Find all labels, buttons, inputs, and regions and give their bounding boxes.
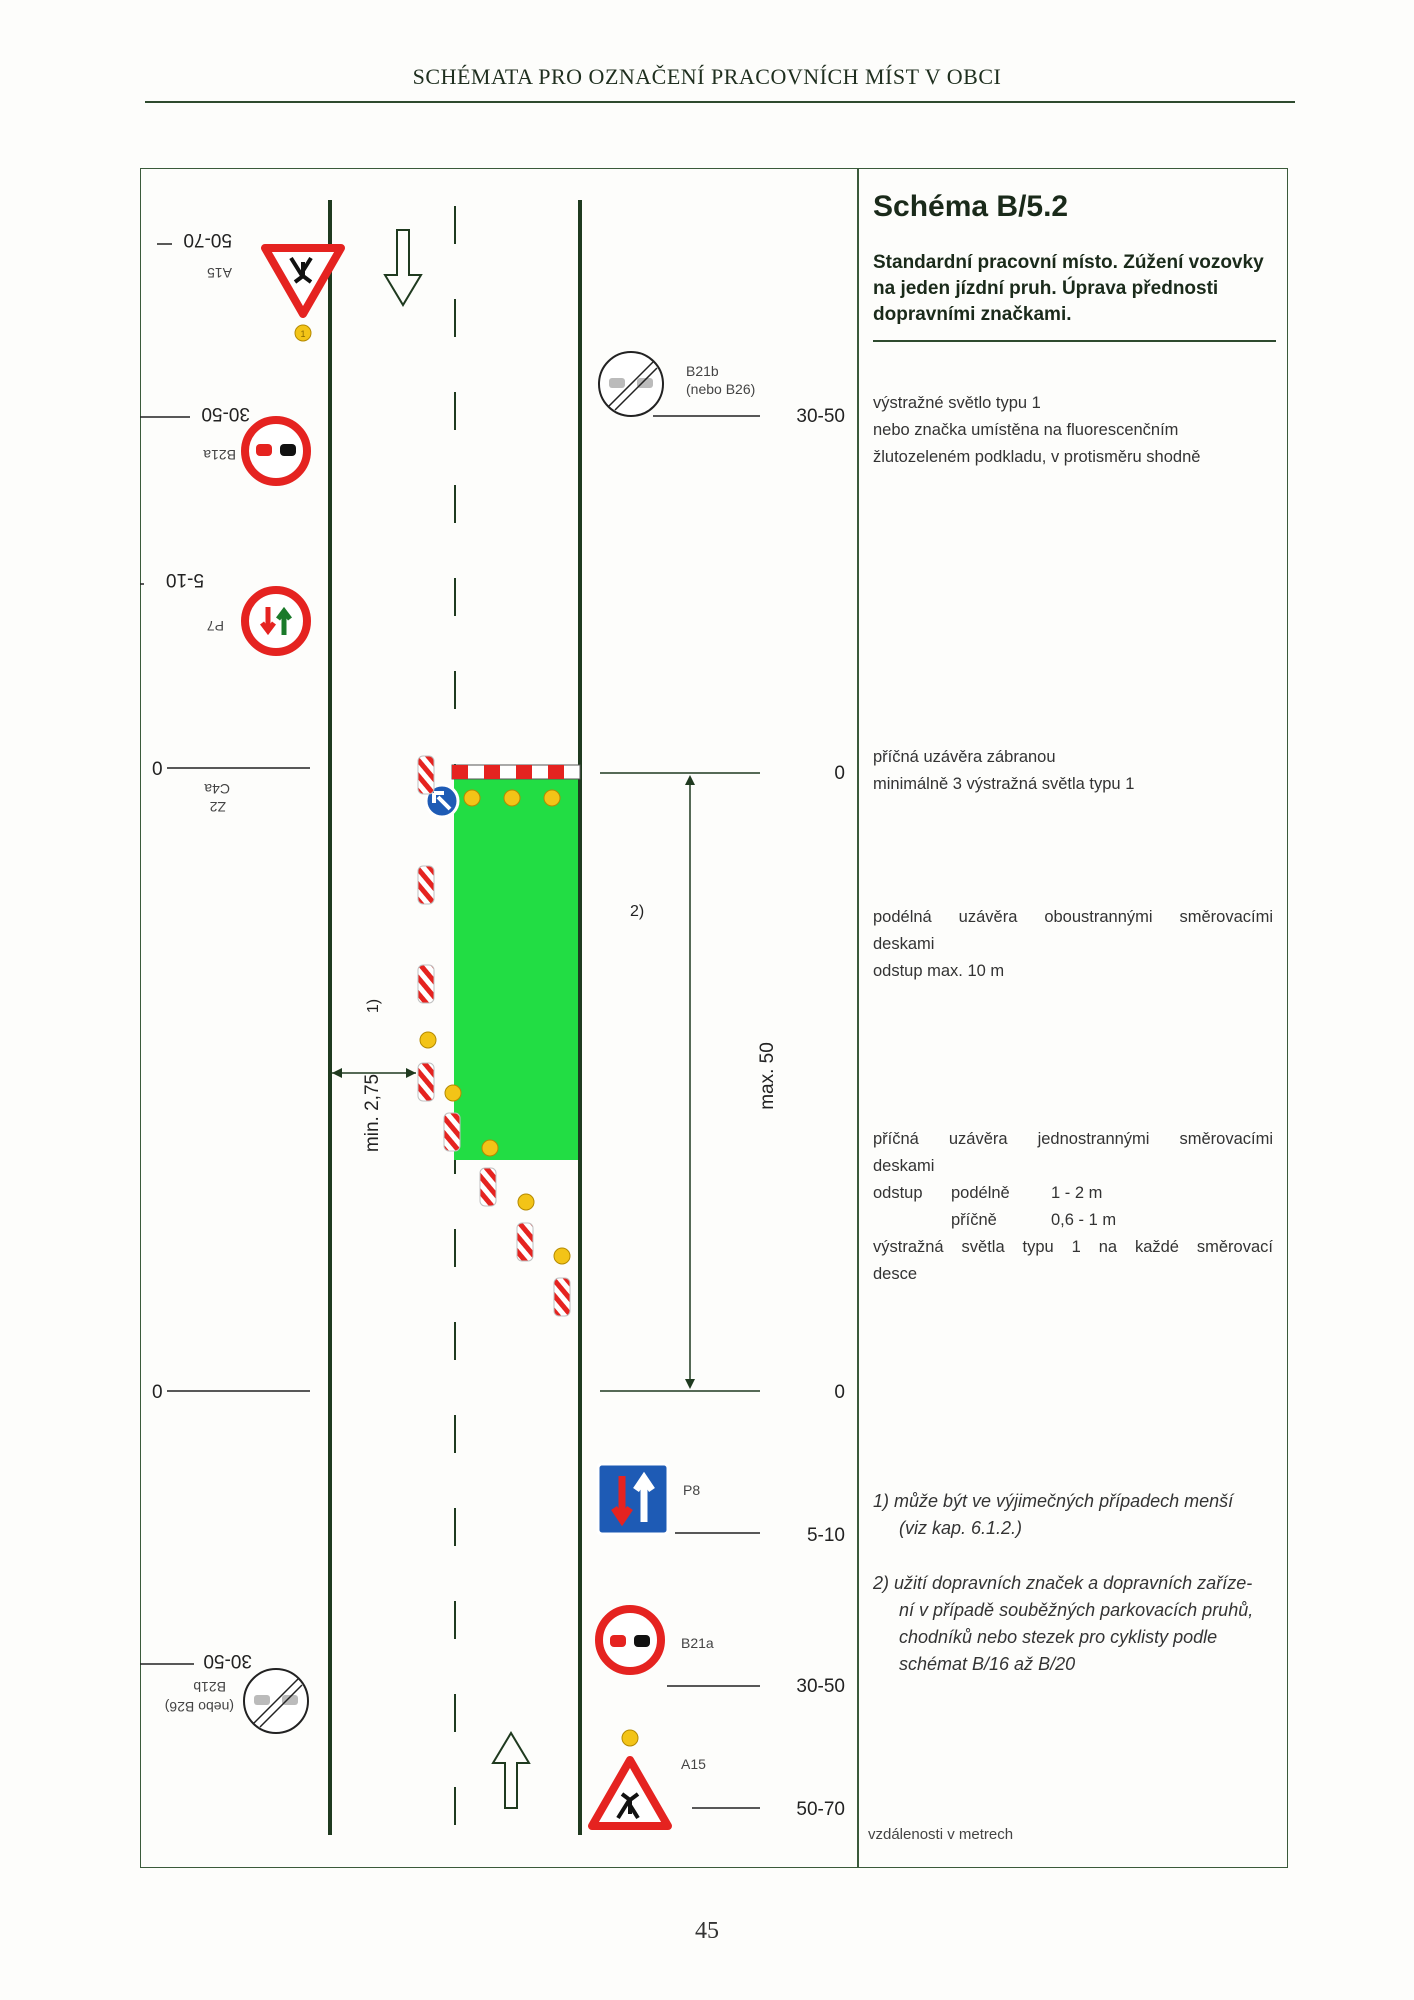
right-a15-sign: [592, 1730, 668, 1826]
svg-text:(nebo B26): (nebo B26): [164, 1699, 234, 1715]
svg-text:30-50: 30-50: [203, 1650, 252, 1671]
legend-longitudinal: podélná uzávěra oboustrannými směrovacími deskami odstup max. 10 m: [873, 908, 1273, 980]
right-distance-zero-top: 0: [834, 763, 845, 784]
legend-transverse-barrier: příčná uzávěra zábranou minimálně 3 výstražná světla typu 1: [873, 748, 1135, 793]
right-p8-distance: 5-10: [806, 1525, 845, 1546]
svg-text:A15: A15: [207, 265, 232, 281]
work-area: [454, 771, 578, 1160]
header-rule: [145, 101, 1295, 103]
arrow-up-icon: [493, 1733, 529, 1808]
schema-description: Standardní pracovní místo. Zúžení vozovky na jeden jízdní pruh. Úprava přednosti dopravními značkami.: [873, 252, 1264, 325]
left-b21a-distance: [140, 403, 250, 424]
light-label: 1: [300, 329, 306, 339]
left-b21b-label: [165, 1679, 234, 1715]
right-b21b-code2: (nebo B26): [686, 381, 756, 397]
svg-text:B21a: B21a: [203, 447, 236, 463]
road-diagram: [140, 168, 857, 1868]
lane-width-label: min. 2,75: [362, 1073, 383, 1153]
right-b21a-sign: [599, 1609, 661, 1671]
svg-text:C4a: C4a: [204, 781, 230, 797]
left-zero-top: 0: [152, 759, 163, 780]
max-length-dimension: [600, 773, 760, 1391]
schema-title: Schéma B/5.2: [873, 190, 1069, 223]
right-b21a-distance: 30-50: [796, 1676, 845, 1697]
arrow-down-icon: [385, 230, 421, 305]
svg-text:50-70: 50-70: [183, 229, 232, 250]
legend-transverse-boards: příčná uzávěra jednostrannými směrovacími deskami odstup podélně 1 - 2 m příčně 0,6 - 1 m výstražná světla typu 1 na každé směrovací desce: [873, 1130, 1273, 1283]
right-b21b-sign: [599, 352, 663, 416]
left-b21b-distance: [140, 1650, 252, 1671]
right-b21b-distance: 30-50: [796, 406, 845, 427]
svg-text:P7: P7: [206, 618, 224, 634]
left-p7-sign: [245, 590, 307, 652]
svg-text:Z2: Z2: [209, 799, 226, 815]
left-p7-distance: [140, 569, 204, 590]
left-zero-bottom: 0: [152, 1382, 163, 1403]
description-rule: [873, 340, 1276, 342]
panel-divider: [857, 168, 859, 1868]
left-p7-label: [207, 618, 224, 634]
max-length-label: max. 50: [757, 1042, 778, 1110]
units-note: vzdálenosti v metrech: [868, 1826, 1014, 1843]
page-number: 45: [695, 1918, 719, 1944]
svg-text:B21b: B21b: [193, 1679, 226, 1695]
left-b21a-sign: [245, 420, 307, 482]
svg-text:30-50: 30-50: [201, 403, 250, 424]
note-marker-2: 2): [630, 903, 645, 920]
page-header: SCHÉMATA PRO OZNAČENÍ PRACOVNÍCH MÍST V OBCI: [412, 64, 1002, 89]
svg-text:5-10: 5-10: [165, 569, 204, 590]
left-c4a-label: [204, 781, 230, 815]
left-a15-label: [207, 265, 232, 281]
legend-warning-light: výstražné světlo typu 1 nebo značka umístěna na fluorescenčním žlutozeleném podkladu, v protisměru shodně: [873, 394, 1201, 466]
note-1: 1) může být ve výjimečných případech menší (viz kap. 6.1.2.): [873, 1491, 1234, 1538]
right-a15-distance: 50-70: [796, 1799, 845, 1820]
right-b21b-code: B21b: [686, 363, 719, 379]
left-a15-distance: [157, 229, 232, 250]
right-distance-zero-bottom: 0: [834, 1382, 845, 1403]
lane-width-note: 1): [365, 998, 382, 1014]
right-b21a-code: B21a: [681, 1635, 714, 1651]
right-p8-sign: [598, 1464, 668, 1534]
right-a15-code: A15: [681, 1756, 706, 1772]
left-b21b-sign: [244, 1669, 308, 1733]
right-p8-code: P8: [683, 1482, 701, 1498]
note-2: 2) užití dopravních značek a dopravních zaříze- ní v případě souběžných parkovacích pruhů, chodníků nebo stezek pro cyklisty podle schémat B/16 až B/20: [873, 1573, 1254, 1674]
left-b21a-label: [203, 447, 236, 463]
